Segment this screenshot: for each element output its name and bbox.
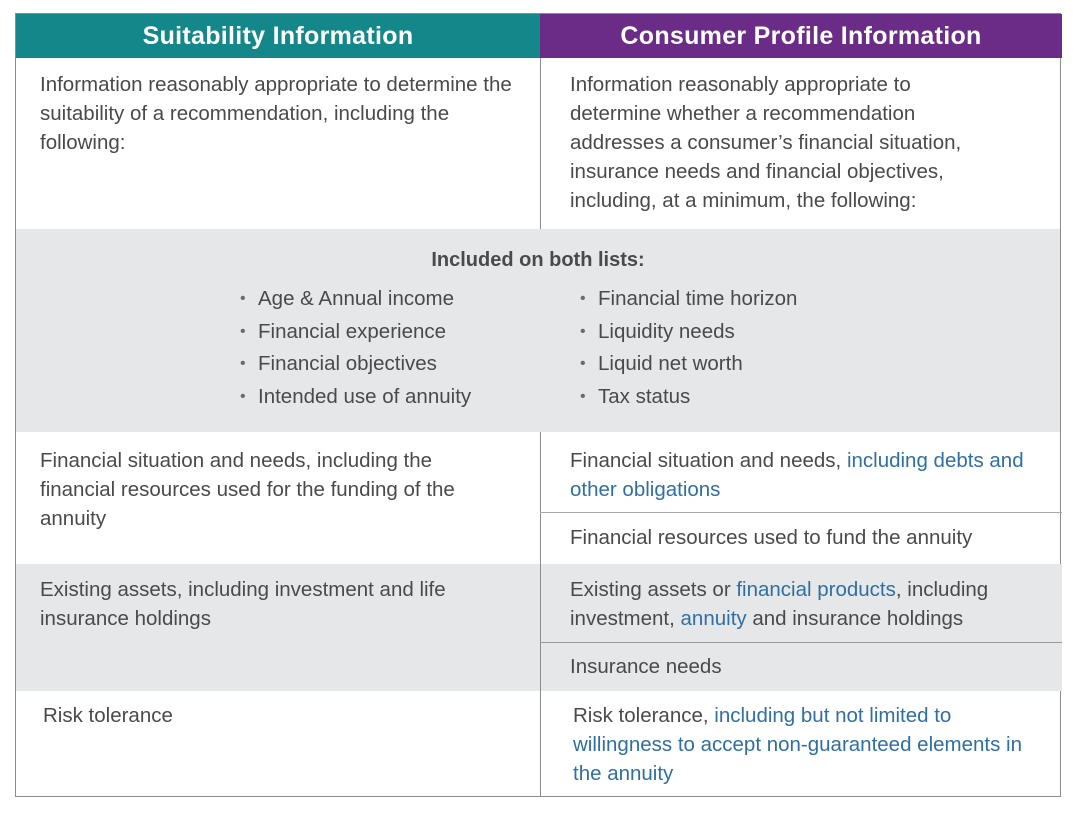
intro-row <box>16 58 1060 229</box>
suitability-header: Suitability Information <box>16 14 540 58</box>
assets-left-text: Existing assets, including investment and life insurance holdings <box>40 578 446 630</box>
assets-divider <box>540 642 1062 643</box>
intro-right-text: Information reasonably appropriate to determine whether a recommendation addresses a consumer’s financial situation, insurance needs and financial objectives, including, at a minimum, the following: <box>570 73 962 212</box>
risk-left-text: Risk tolerance <box>43 704 173 727</box>
financial-left-cell <box>16 432 540 564</box>
assets-right-part-5: and insurance holdings <box>746 607 964 630</box>
both-lists-band <box>16 229 1060 432</box>
consumer-profile-header: Consumer Profile Information <box>540 14 1062 58</box>
risk-right-cell <box>540 691 1062 796</box>
risk-right-plain: Risk tolerance, <box>573 704 715 727</box>
risk-right-text <box>573 701 1048 788</box>
both-list-column-1 <box>240 283 471 413</box>
list-item: • Liquid net worth <box>580 348 797 381</box>
assets-right-part-1: Existing assets or <box>570 578 737 601</box>
financial-right-accent: including debts and other obligations <box>570 449 1024 501</box>
financial-row <box>16 432 1060 564</box>
risk-right-accent: including but not limited to willingness to accept non-guaranteed elements in the annuity <box>573 704 1022 785</box>
financial-right-text-b: Financial resources used to fund the annuity <box>570 526 973 549</box>
intro-left-cell <box>16 58 540 229</box>
both-lists-title: Included on both lists: <box>431 249 645 271</box>
both-list-column-2 <box>580 283 797 413</box>
assets-right-part-3: , including investment, <box>570 578 989 630</box>
suitability-comparison-table <box>15 13 1061 797</box>
risk-left-cell <box>16 691 540 796</box>
list-item: • Intended use of annuity <box>240 381 471 414</box>
risk-row <box>16 691 1060 796</box>
list-item: • Financial time horizon <box>580 283 797 316</box>
header-row <box>16 14 1060 58</box>
list-item: • Liquidity needs <box>580 316 797 349</box>
list-item: • Financial experience <box>240 316 471 349</box>
financial-right-cell <box>540 432 1062 564</box>
intro-left-text: Information reasonably appropriate to determine the suitability of a recommendation, including the following: <box>40 73 512 154</box>
financial-right-text-a <box>570 446 1040 504</box>
list-item: • Financial objectives <box>240 348 471 381</box>
financial-right-plain: Financial situation and needs, <box>570 449 847 472</box>
assets-row <box>16 564 1060 691</box>
assets-right-accent-1: financial products <box>736 578 896 601</box>
assets-right-text-a <box>570 575 1040 633</box>
financial-left-text: Financial situation and needs, including the financial resources used for the funding of the annuity <box>40 449 455 530</box>
assets-left-cell <box>16 564 540 691</box>
list-item: • Age & Annual income <box>240 283 471 316</box>
intro-right-cell <box>540 58 1062 229</box>
assets-right-cell <box>540 564 1062 691</box>
assets-right-accent-2: annuity <box>680 607 747 630</box>
assets-right-text-b: Insurance needs <box>570 655 722 678</box>
list-item: • Tax status <box>580 381 797 414</box>
financial-divider <box>540 512 1062 513</box>
